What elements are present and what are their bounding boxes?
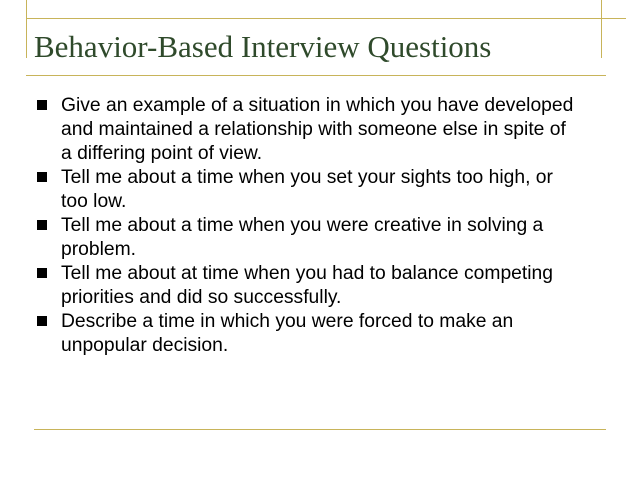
frame-line-title-underline	[26, 75, 606, 76]
square-bullet-icon	[37, 220, 47, 230]
bullet-text: Tell me about at time when you had to balance competing priorities and did so successfully.	[61, 263, 553, 308]
bullet-text: Tell me about a time when you set your sights too high, or too low.	[61, 167, 553, 212]
frame-line-right-vertical	[601, 0, 602, 58]
bullet-item	[37, 166, 577, 214]
square-bullet-icon	[37, 172, 47, 182]
slide-title: Behavior-Based Interview Questions	[34, 29, 492, 64]
bullet-list	[37, 94, 577, 358]
bullet-text: Give an example of a situation in which you have developed and maintained a relationship with someone else in spite of a differing point of view.	[61, 95, 574, 164]
bullet-text: Describe a time in which you were forced to make an unpopular decision.	[61, 311, 514, 356]
frame-line-bottom-horizontal	[34, 429, 606, 430]
square-bullet-icon	[37, 268, 47, 278]
bullet-item	[37, 262, 577, 310]
frame-line-top-horizontal	[26, 18, 626, 19]
bullet-item	[37, 310, 577, 358]
bullet-item	[37, 214, 577, 262]
square-bullet-icon	[37, 100, 47, 110]
frame-line-left-vertical	[26, 0, 27, 58]
bullet-item	[37, 94, 577, 166]
bullet-text: Tell me about a time when you were creative in solving a problem.	[61, 215, 544, 260]
square-bullet-icon	[37, 316, 47, 326]
